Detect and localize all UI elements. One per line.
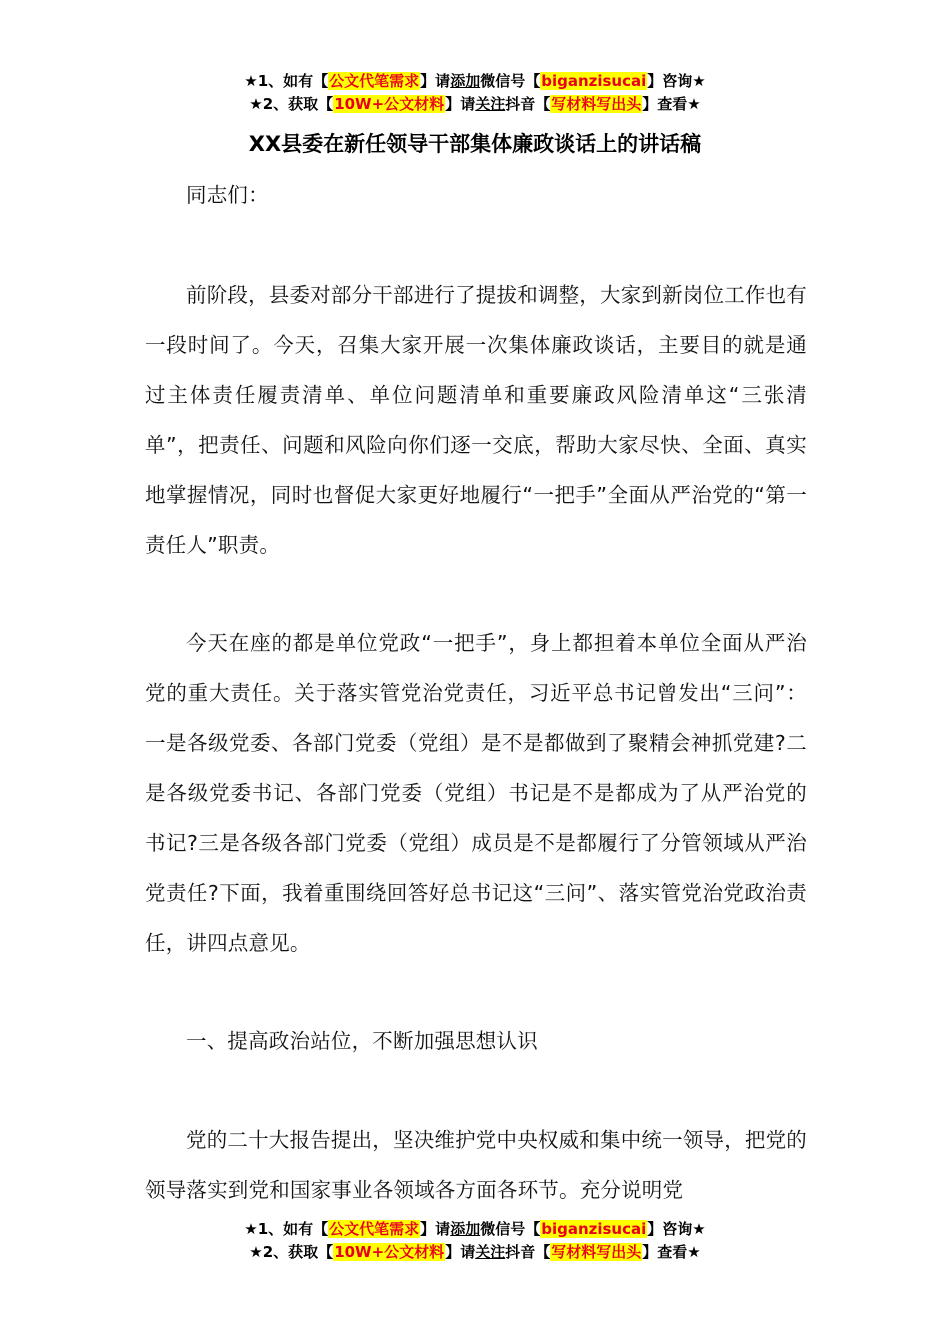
highlight-wechat-id: biganzisucai [541, 1220, 647, 1238]
header-banner [0, 70, 950, 116]
highlight-douyin-account: 写材料写出头 [551, 95, 642, 113]
footer-banner [0, 1218, 950, 1264]
banner-line-1: ★1、如有【公文代笔需求】请添加微信号【biganzisucai】咨询★ [244, 72, 706, 90]
salutation: 同志们： [186, 183, 269, 207]
document-title: XX县委在新任领导干部集体廉政谈话上的讲话稿 [248, 132, 702, 156]
section-heading-1: 一、提高政治站位，不断加强思想认识 [186, 1029, 538, 1053]
banner-line-1: ★1、如有【公文代笔需求】请添加微信号【biganzisucai】咨询★ [244, 1220, 706, 1238]
banner-line-2: ★2、获取【10W+公文材料】请关注抖音【写材料写出头】查看★ [249, 1243, 701, 1261]
highlight-materials: 10W+公文材料 [334, 1243, 445, 1261]
highlight-service: 公文代笔需求 [329, 1220, 420, 1238]
banner-line-2: ★2、获取【10W+公文材料】请关注抖音【写材料写出头】查看★ [249, 95, 701, 113]
highlight-service: 公文代笔需求 [329, 72, 420, 90]
highlight-materials: 10W+公文材料 [334, 95, 445, 113]
highlight-wechat-id: biganzisucai [541, 72, 647, 90]
highlight-douyin-account: 写材料写出头 [551, 1243, 642, 1261]
paragraph-2: 今天在座的都是单位党政“一把手”，身上都担着本单位全面从严治党的重大责任。关于落实管党治党责任，习近平总书记曾发出“三问”：一是各级党委、各部门党委（党组）是不是都做到了聚精会神抓党建?二是各级党委书记、各部门党委（党组）书记是不是都成为了从严治党的书记?三是各级各部门党委（党组）成员是不是都履行了分管领域从严治党责任?下面，我着重围绕回答好总书记这“三问”、落实管党治党政治责任，讲四点意见。 [145, 631, 807, 955]
paragraph-3: 党的二十大报告提出，坚决维护党中央权威和集中统一领导，把党的领导落实到党和国家事业各领域各方面各环节。充分说明党 [145, 1128, 807, 1202]
paragraph-1: 前阶段，县委对部分干部进行了提拔和调整，大家到新岗位工作也有一段时间了。今天，召集大家开展一次集体廉政谈话，主要目的就是通过主体责任履责清单、单位问题清单和重要廉政风险清单这“三张清单”，把责任、问题和风险向你们逐一交底，帮助大家尽快、全面、真实地掌握情况，同时也督促大家更好地履行“一把手”全面从严治党的“第一责任人”职责。 [145, 283, 807, 557]
